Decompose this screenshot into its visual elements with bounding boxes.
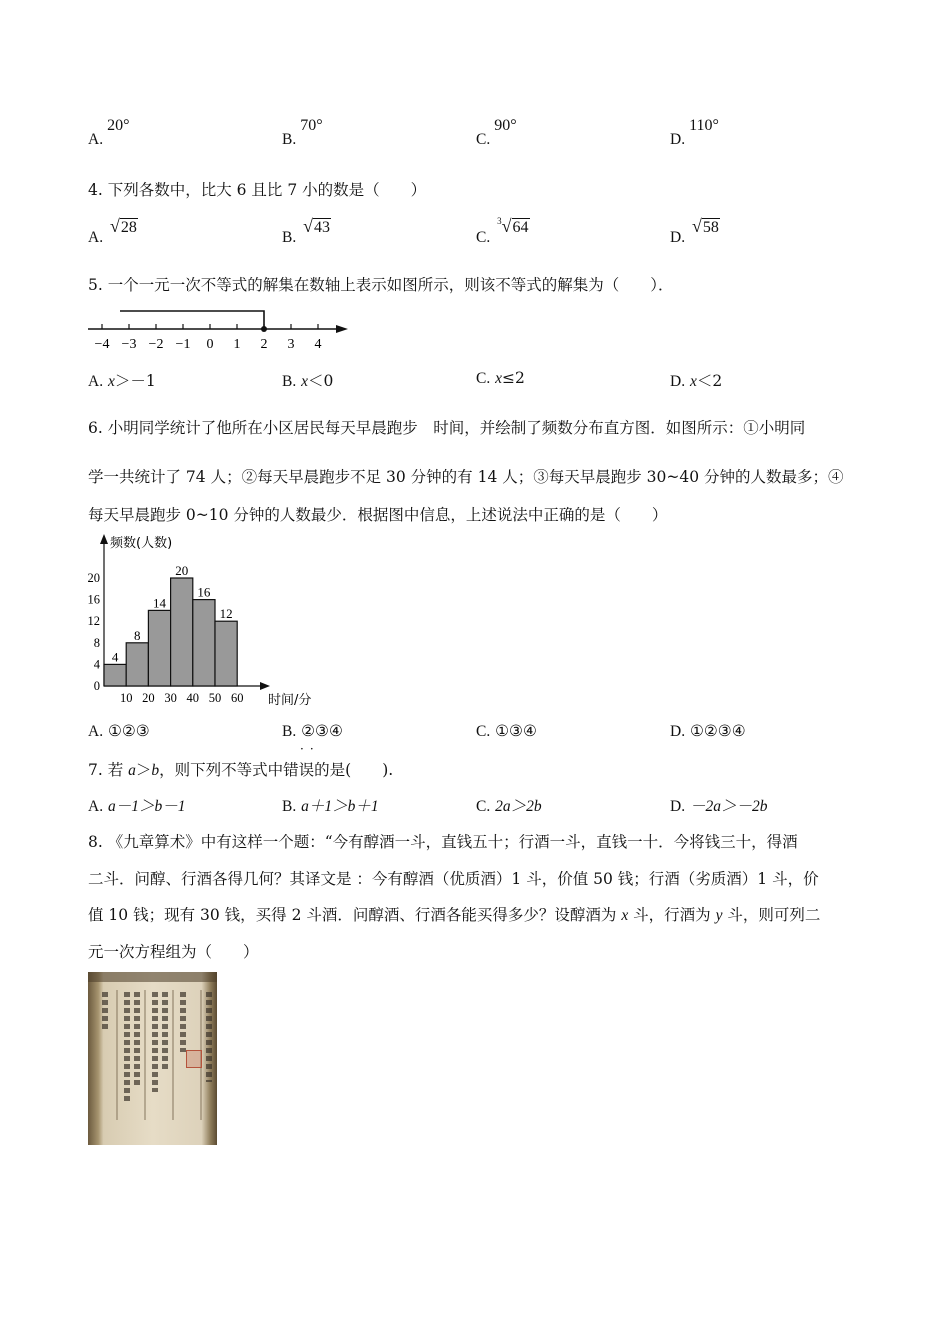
y-tick-label: 8: [93, 635, 100, 650]
y-tick-label: 4: [93, 657, 100, 672]
y-tick-label: 0: [93, 679, 100, 693]
histogram-bar: [104, 664, 126, 686]
q7-stem: 7. 若 a＞b，则下列不等式中错误的是( ).: [88, 761, 394, 779]
bar-value-label: 4: [111, 649, 119, 665]
q4-option-a[interactable]: A. √28: [88, 216, 137, 246]
y-axis-arrow-icon: [100, 534, 108, 544]
q6-stem-line-2: 学一共统计了 74 人；②每天早晨跑步不足 30 分钟的有 14 人；③每天早晨跑步 30~40 分钟的人数最多；④: [88, 468, 844, 486]
histogram-bar: [126, 643, 148, 686]
q6-option-a[interactable]: A. ①②③: [88, 722, 150, 740]
photo-text-column: [152, 992, 158, 1092]
q3-option-b[interactable]: B.70°: [282, 117, 323, 148]
photo-text-column: [206, 992, 212, 1082]
x-axis-label: 时间/分: [268, 693, 312, 708]
bar-value-label: 12: [219, 606, 233, 622]
y-tick-label: 16: [87, 592, 100, 607]
photo-column-rule: [172, 990, 174, 1120]
number-line-tick-label: −2: [148, 337, 164, 352]
number-line-tick-label: 1: [233, 337, 241, 352]
q6-option-d[interactable]: D. ①②③④: [670, 722, 746, 740]
x-tick-label: 40: [186, 691, 200, 705]
y-tick-label: 12: [87, 614, 100, 629]
x-tick-label: 30: [164, 691, 177, 705]
number-line-tick-label: −4: [94, 337, 110, 352]
histogram-bar: [171, 578, 193, 686]
y-axis-label: 频数(人数): [110, 536, 173, 551]
square-root: √58: [692, 216, 719, 236]
photo-column-rule: [144, 990, 146, 1120]
q8-stem-line-4: 元一次方程组为（ ）: [88, 943, 259, 961]
number-line: [84, 302, 354, 352]
ancient-book-photo: [88, 972, 217, 1145]
q5-option-c[interactable]: C. x≤2: [476, 369, 525, 387]
photo-text-column: [162, 992, 168, 1072]
q4-option-c[interactable]: C. $^3$√64: [476, 215, 529, 246]
bar-value-label: 14: [153, 595, 166, 611]
q7-option-c[interactable]: C. 2a＞2b: [476, 798, 542, 815]
number-line-tick-label: −3: [121, 337, 137, 352]
q8-stem-line-1: 8. 《九章算术》中有这样一个题：“今有醇酒一斗，直钱五十；行酒一斗，直钱一十．今将钱三十，得酒: [88, 833, 798, 851]
bar-value-label: 16: [197, 584, 211, 600]
q3-option-c[interactable]: C.90°: [476, 117, 517, 148]
photo-text-column: [180, 992, 186, 1052]
q8-stem-line-3: 值 10 钱；现有 30 钱，买得 2 斗酒．问醇酒、行酒各能买得多少？设醇酒为 x 斗，行酒为 y 斗，则可列二: [88, 906, 821, 924]
q7-option-d[interactable]: D. －2a＞－2b: [670, 798, 768, 815]
q7-option-a[interactable]: A. a－1＞b－1: [88, 798, 186, 815]
histogram-bar: [215, 621, 237, 686]
q4-option-b[interactable]: B. √43: [282, 216, 331, 246]
x-tick-label: 50: [208, 691, 222, 705]
q6-stem-line-3: 每天早晨跑步 0~10 分钟的人数最少．根据图中信息，上述说法中正确的是（ ）: [88, 506, 668, 524]
red-seal-stamp: [186, 1050, 202, 1068]
q8-stem-line-2: 二斗．问醇、行酒各得几何？其译文是 ：今有醇酒（优质酒）1 斗，价值 50 钱；行酒（劣质酒）1 斗，价: [88, 870, 819, 888]
q4-option-d[interactable]: D. √58: [670, 216, 719, 246]
frequency-histogram: [84, 532, 334, 712]
q7-option-b[interactable]: B. a＋1＞b＋1: [282, 798, 379, 815]
square-root: √28: [110, 216, 137, 236]
solution-ray: [120, 311, 264, 329]
x-axis-arrow-icon: [260, 682, 270, 690]
q5-stem: 5. 一个一元一次不等式的解集在数轴上表示如图所示，则该不等式的解集为（ ）．: [88, 276, 674, 294]
q5-option-a[interactable]: A. x＞－1: [88, 372, 156, 390]
q4-stem: 4. 下列各数中，比大 6 且比 7 小的数是（ ）: [88, 181, 427, 199]
q3-option-a[interactable]: A.20°: [88, 117, 130, 148]
axis-arrow-icon: [336, 325, 348, 333]
q5-option-b[interactable]: B. x＜0: [282, 372, 334, 390]
photo-text-column: [134, 992, 140, 1087]
q3-option-d[interactable]: D.110°: [670, 117, 719, 148]
bar-value-label: 8: [134, 627, 141, 643]
x-tick-label: 20: [142, 691, 155, 705]
closed-endpoint: [261, 326, 267, 332]
square-root: √43: [303, 216, 331, 236]
histogram-bar: [148, 610, 170, 686]
number-line-tick-label: −1: [175, 337, 191, 352]
photo-top-band: [88, 972, 217, 982]
q5-option-d[interactable]: D. x＜2: [670, 372, 723, 390]
photo-text-column: [124, 992, 130, 1102]
number-line-tick-label: 4: [314, 337, 322, 352]
q6-option-c[interactable]: C. ①③④: [476, 722, 537, 740]
number-line-tick-label: 2: [260, 337, 268, 352]
cube-root: $^3$√64: [497, 215, 529, 236]
histogram-bar: [193, 600, 215, 686]
photo-column-rule: [116, 990, 118, 1120]
q6-option-b[interactable]: B. ②③④: [282, 722, 343, 740]
q6-stem-line-1: 6. 小明同学统计了他所在小区居民每天早晨跑步 时间，并绘制了频数分布直方图．如图所示：①小明同: [88, 419, 806, 437]
x-tick-label: 60: [230, 691, 244, 705]
bar-value-label: 20: [175, 563, 189, 578]
number-line-tick-label: 0: [206, 337, 214, 352]
emphasis-dots: ··: [300, 742, 320, 756]
x-tick-label: 10: [119, 691, 133, 705]
photo-text-column: [102, 992, 108, 1032]
number-line-tick-label: 3: [287, 337, 295, 352]
y-tick-label: 20: [87, 571, 100, 585]
